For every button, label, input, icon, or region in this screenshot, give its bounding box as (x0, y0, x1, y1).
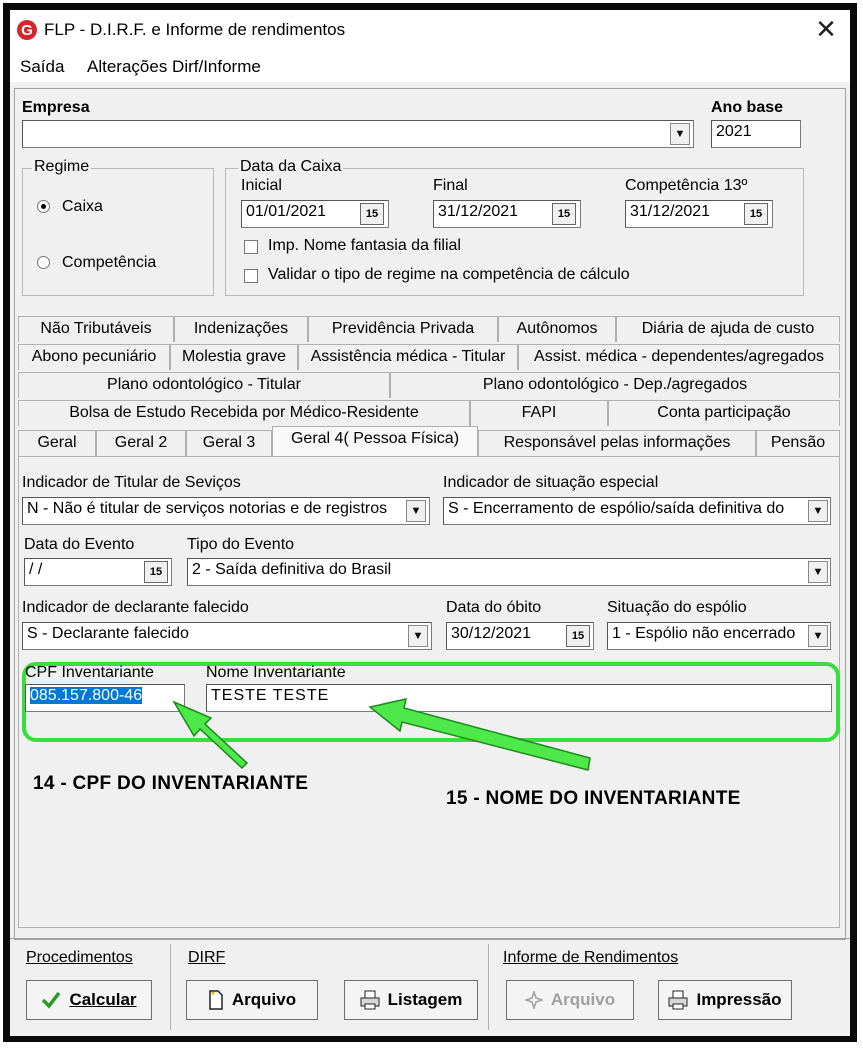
titular-select[interactable]: N - Não é titular de serviços notorias e de registros (22, 497, 430, 525)
regime-label: Regime (34, 158, 90, 175)
tab-pensao[interactable]: Pensão (756, 430, 840, 456)
informe-arquivo-label: Arquivo (550, 990, 616, 1009)
footer-separator (488, 944, 489, 1030)
imp-nome-label[interactable]: Imp. Nome fantasia da filial (268, 237, 461, 254)
tab-responsavel-informacoes[interactable]: Responsável pelas informações (478, 430, 756, 456)
tab-diaria-ajuda-custo[interactable]: Diária de ajuda de custo (616, 316, 840, 342)
ano-base-input[interactable]: 2021 (711, 120, 801, 148)
falecido-select[interactable]: S - Declarante falecido (22, 622, 432, 650)
comp13-label: Competência 13º (625, 177, 748, 194)
data-caixa-label: Data da Caixa (240, 158, 342, 175)
tab-autonomos[interactable]: Autônomos (498, 316, 616, 342)
tab-geral-4-pessoa-fisica[interactable]: Geral 4( Pessoa Física) (272, 426, 478, 456)
tipo-evento-select[interactable]: 2 - Saída definitiva do Brasil (187, 558, 831, 586)
comp13-date-input[interactable]: 31/12/2021 (625, 200, 773, 228)
svg-text:G: G (21, 22, 33, 39)
chevron-down-icon[interactable]: ▼ (406, 500, 426, 522)
data-obito-input[interactable]: 30/12/2021 (446, 622, 594, 650)
calendar-icon[interactable]: 15 (552, 203, 576, 225)
tab-nao-tributaveis[interactable]: Não Tributáveis (18, 316, 174, 342)
tab-molestia-grave[interactable]: Molestia grave (170, 344, 298, 370)
dirf-arquivo-button[interactable] (186, 980, 318, 1020)
chevron-down-icon[interactable]: ▼ (408, 625, 428, 647)
annotation-cpf: 14 - CPF DO INVENTARIANTE (33, 773, 309, 794)
situacao-espolio-select[interactable]: 1 - Espólio não encerrado (607, 622, 831, 650)
dirf-arquivo-label: Arquivo (231, 990, 297, 1009)
arrow-to-cpf (174, 702, 247, 768)
menu-alteracoes[interactable]: Alterações Dirf/Informe (87, 57, 261, 76)
calendar-icon[interactable]: 15 (144, 561, 168, 583)
annotation-arrows (10, 10, 850, 1036)
tab-previdencia-privada[interactable]: Previdência Privada (308, 316, 498, 342)
ano-base-label: Ano base (711, 99, 784, 116)
falecido-label: Indicador de declarante falecido (22, 599, 249, 616)
printer-icon (668, 990, 688, 1010)
calendar-icon[interactable]: 15 (744, 203, 768, 225)
tab-abono-pecuniario[interactable]: Abono pecuniário (18, 344, 170, 370)
tab-bolsa-estudo[interactable]: Bolsa de Estudo Recebida por Médico-Residente (18, 400, 470, 426)
procedimentos-label: Procedimentos (26, 949, 133, 966)
nome-inventariante-label: Nome Inventariante (206, 664, 346, 681)
titular-label: Indicador de Titular de Seviços (22, 474, 241, 491)
situacao-espolio-label: Situação do espólio (607, 599, 747, 616)
calendar-icon[interactable]: 15 (566, 625, 590, 647)
tipo-evento-label: Tipo do Evento (187, 536, 295, 553)
empresa-dropdown-icon[interactable]: ▼ (670, 123, 690, 145)
radio-caixa-label[interactable]: Caixa (62, 198, 103, 215)
tab-geral-3[interactable]: Geral 3 (186, 430, 272, 456)
inicial-label: Inicial (241, 177, 282, 194)
chevron-down-icon[interactable]: ▼ (808, 561, 828, 583)
footer-divider (10, 938, 850, 939)
listagem-label: Listagem (387, 990, 463, 1009)
situacao-especial-select[interactable]: S - Encerramento de espólio/saída definitiva do (443, 497, 831, 525)
tab-plano-odonto-titular[interactable]: Plano odontológico - Titular (18, 372, 390, 398)
tab-conta-participacao[interactable]: Conta participação (608, 400, 840, 426)
nome-inventariante-input[interactable]: TESTE TESTE (206, 684, 832, 712)
close-icon[interactable]: ✕ (815, 14, 837, 44)
data-evento-label: Data do Evento (24, 536, 135, 553)
tab-fapi[interactable]: FAPI (470, 400, 608, 426)
file-icon (208, 990, 224, 1010)
calcular-label: Calcular (69, 990, 137, 1009)
dialog-window (10, 10, 850, 1036)
footer-separator (170, 944, 171, 1030)
informe-rendimentos-label: Informe de Rendimentos (503, 949, 679, 966)
arrow-to-nome (370, 699, 590, 770)
dirf-label: DIRF (188, 949, 226, 966)
print-list-icon (360, 990, 380, 1010)
informe-arquivo-button[interactable] (506, 980, 634, 1020)
tab-assist-medica-dependentes[interactable]: Assist. médica - dependentes/agregados (518, 344, 840, 370)
inicial-date-input[interactable]: 01/01/2021 (241, 200, 389, 228)
empresa-label: Empresa (22, 99, 90, 116)
impressao-button[interactable] (658, 980, 792, 1020)
chevron-down-icon[interactable]: ▼ (808, 625, 828, 647)
tab-assistencia-medica-titular[interactable]: Assistência médica - Titular (298, 344, 518, 370)
radio-competencia-label[interactable]: Competência (62, 254, 157, 271)
chevron-down-icon[interactable]: ▼ (808, 500, 828, 522)
annotation-nome: 15 - NOME DO INVENTARIANTE (446, 788, 741, 809)
sparkle-file-icon (525, 991, 543, 1009)
tab-indenizacoes[interactable]: Indenizações (174, 316, 308, 342)
menu-saida[interactable]: Saída (20, 57, 65, 76)
checkmark-icon (41, 991, 61, 1009)
cpf-inventariante-label: CPF Inventariante (25, 664, 154, 681)
tab-plano-odonto-dependentes[interactable]: Plano odontológico - Dep./agregados (390, 372, 840, 398)
cpf-inventariante-value: 085.157.800-46 (30, 687, 143, 704)
final-date-input[interactable]: 31/12/2021 (433, 200, 581, 228)
situacao-especial-label: Indicador de situação especial (443, 474, 659, 491)
tab-geral[interactable]: Geral (18, 430, 96, 456)
validar-label[interactable]: Validar o tipo de regime na competência de cálculo (268, 266, 630, 283)
data-evento-input[interactable]: / / (24, 558, 172, 586)
tab-geral-2[interactable]: Geral 2 (96, 430, 186, 456)
window-title: FLP - D.I.R.F. e Informe de rendimentos (44, 20, 346, 39)
calcular-button[interactable] (26, 980, 152, 1020)
calendar-icon[interactable]: 15 (360, 203, 384, 225)
final-label: Final (433, 177, 468, 194)
listagem-button[interactable] (344, 980, 478, 1020)
impressao-label: Impressão (696, 990, 782, 1009)
data-obito-label: Data do óbito (446, 599, 542, 616)
